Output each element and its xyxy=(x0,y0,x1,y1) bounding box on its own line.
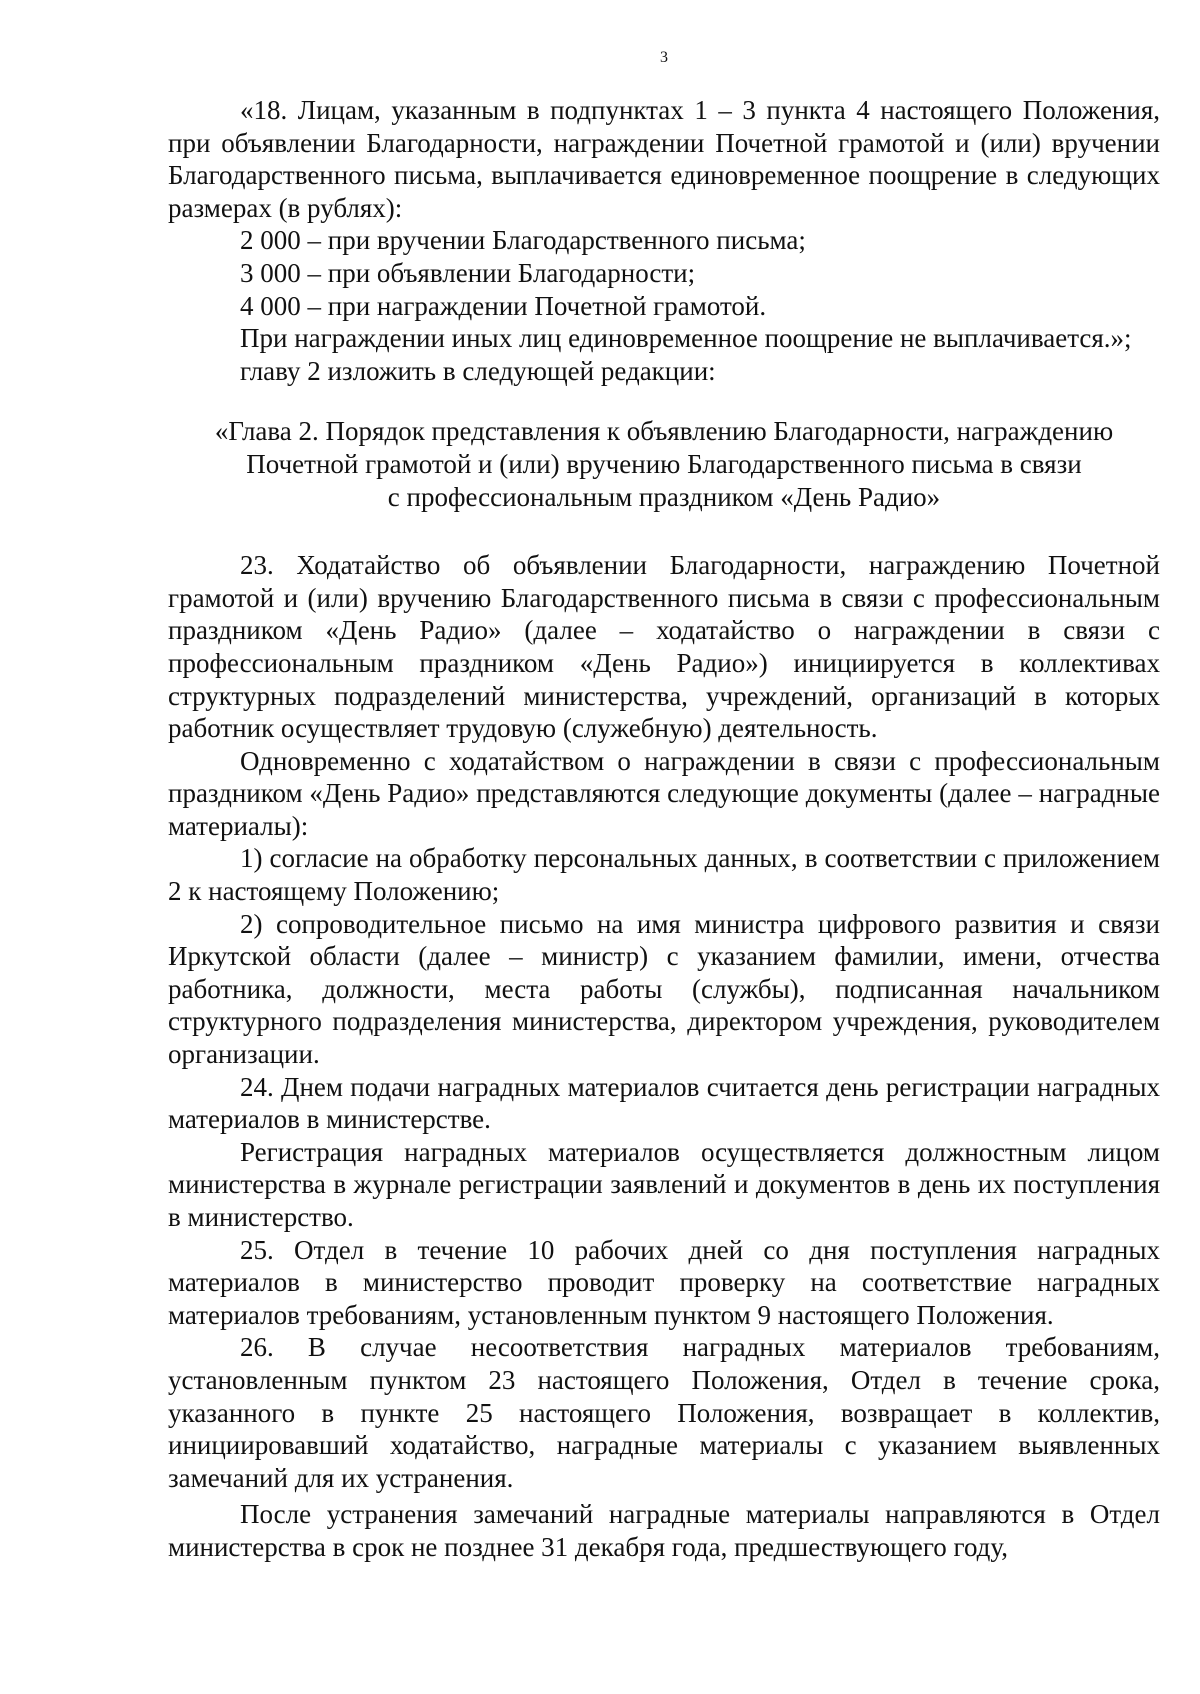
paragraph-amount-gratitude: 3 000 – при объявлении Благодарности; xyxy=(240,257,696,288)
paragraph-amount-diploma: 4 000 – при награждении Почетной грамотой. xyxy=(240,290,767,321)
chapter-2-title xyxy=(168,415,1160,513)
paragraph-after-correction: После устранения замечаний наградные материалы направляются в Отдел министерства в срок не позднее 31 декабря года, предшествующего году, xyxy=(168,1499,1160,1562)
chapter-title-line-3: с профессиональным праздником «День Радио» xyxy=(387,481,941,512)
paragraph-amount-letter: 2 000 – при вручении Благодарственного письма; xyxy=(240,225,806,256)
paragraph-chapter-intro: главу 2 изложить в следующей редакции: xyxy=(240,355,716,386)
paragraph-26: 26. В случае несоответствия наградных материалов требованиям, установленным пунктом 23 настоящего Положения, Отдел в течение срока, указанного в пункте 25 настоящего Положения, возвращает в коллектив, инициировавший ходатайство, наградные материалы с указанием выявленных замечаний для их устранения. xyxy=(168,1332,1160,1493)
paragraph-23: 23. Ходатайство об объявлении Благодарности, награждению Почетной грамотой и (или) вручению Благодарственного письма в связи с профессиональным праздником «День Радио» (далее – ходатайство о награждении в связи с профессиональным праздником «День Радио») инициируется в коллективах структурных подразделений министерства, учреждений, организаций в которых работник осуществляет трудовую (служебную) деятельность. xyxy=(168,550,1160,744)
page-number: 3 xyxy=(660,49,668,66)
chapter-title-line-2: Почетной грамотой и (или) вручению Благодарственного письма в связи xyxy=(246,448,1082,479)
paragraph-25: 25. Отдел в течение 10 рабочих дней со дня поступления наградных материалов в министерство проводит проверку на соответствие наградных материалов требованиям, установленным пунктом 9 настоящего Положения. xyxy=(168,1234,1160,1330)
paragraph-documents: Одновременно с ходатайством о награждении в связи с профессиональным праздником «День Радио» представляются следующие документы (далее – наградные материалы): xyxy=(168,745,1160,841)
paragraph-consent: 1) согласие на обработку персональных данных, в соответствии с приложением 2 к настоящему Положению; xyxy=(168,843,1160,907)
paragraph-cover-letter: 2) сопроводительное письмо на имя министра цифрового развития и связи Иркутской области (далее – министр) с указанием фамилии, имени, отчества работника, должности, места работы (службы), подписанная начальником структурного подразделения министерства, директором учреждения, руководителем организации. xyxy=(168,908,1160,1070)
paragraph-registration: Регистрация наградных материалов осуществляется должностным лицом министерства в журнале регистрации заявлений и документов в день их поступления в министерство. xyxy=(168,1136,1160,1232)
document-page xyxy=(168,50,1160,1564)
paragraph-24: 24. Днем подачи наградных материалов считается день регистрации наградных материалов в министерстве. xyxy=(168,1071,1160,1135)
paragraph-18: «18. Лицам, указанным в подпунктах 1 – 3 пункта 4 настоящего Положения, при объявлении Благодарности, награждении Почетной грамотой и (или) вручении Благодарственного письма, выплачивается единовременное поощрение в следующих размерах (в рублях): xyxy=(168,95,1160,223)
paragraph-other-persons: При награждении иных лиц единовременное поощрение не выплачивается.»; xyxy=(240,323,1132,354)
chapter-title-line-1: «Глава 2. Порядок представления к объявлению Благодарности, награждению xyxy=(214,416,1114,447)
